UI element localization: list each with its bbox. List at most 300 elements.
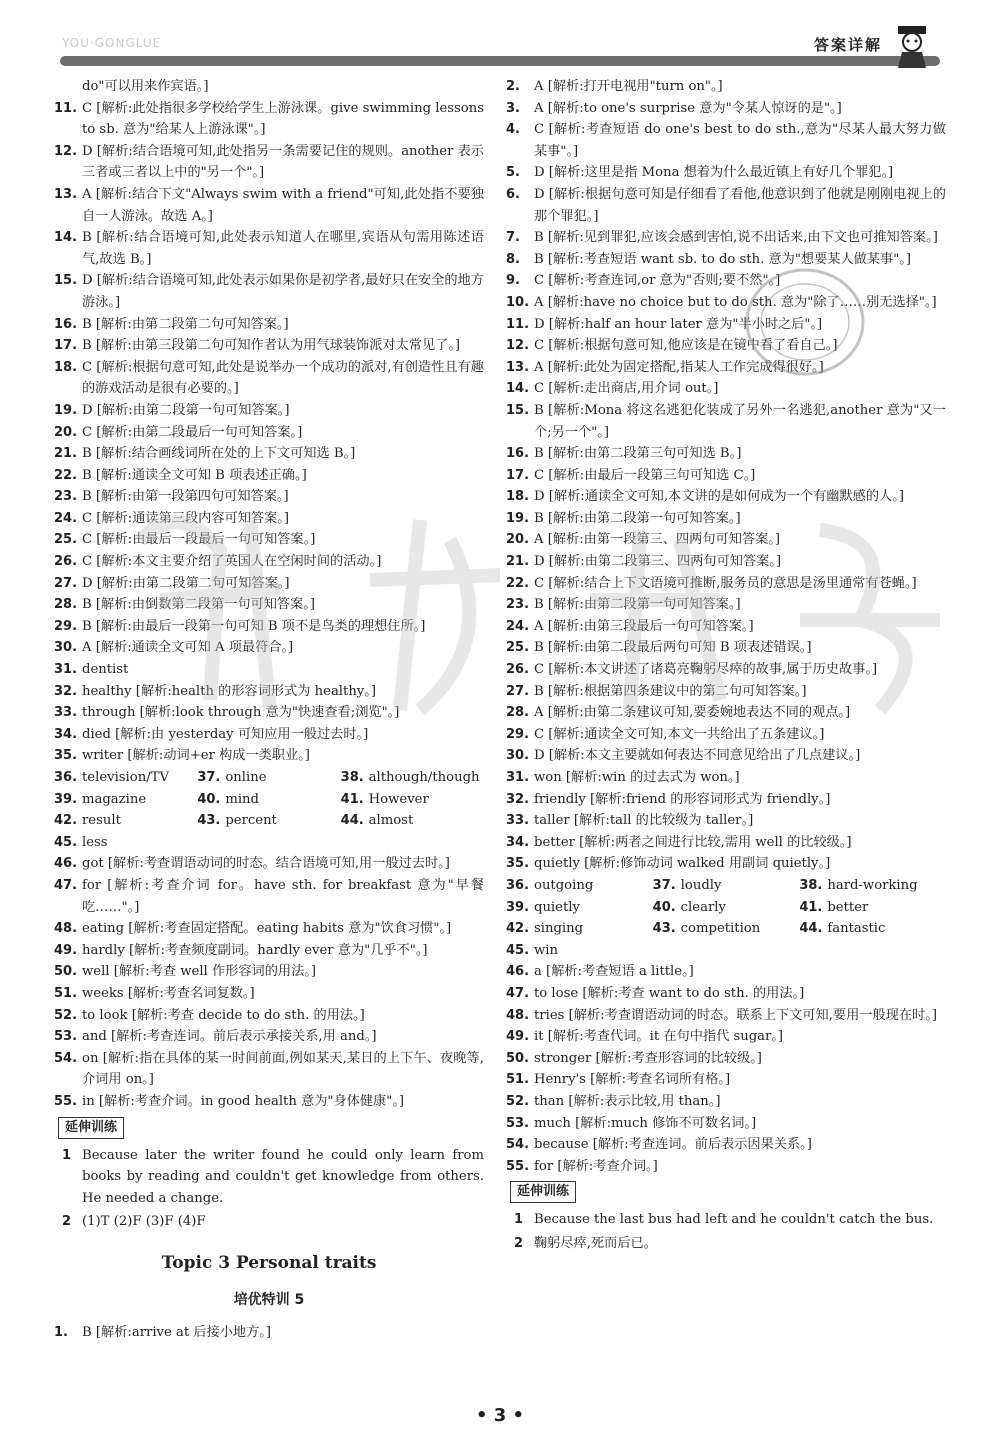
answer-text: A [解析:结合下文"Always swim with a friend"可知,此处指不要独自一人游泳。故选 A。] [82, 186, 484, 224]
answer-number: 46. [54, 856, 78, 872]
answer-number: 47. [54, 877, 78, 893]
answer-item [506, 659, 946, 681]
answer-text: a [解析:考查短语 a little。] [534, 964, 694, 980]
answer-number: 31. [506, 770, 530, 785]
right-column [506, 76, 946, 1254]
answer-text: B [解析:由第一段第四句可知答案。] [82, 489, 289, 505]
answer-item [506, 1233, 946, 1255]
answer-item [506, 357, 946, 379]
answer-text: hardly [解析:考查频度副词。hardly ever 意为"几乎不"。] [82, 942, 428, 958]
answer-number: 29. [506, 726, 530, 742]
answer-item [506, 810, 946, 832]
answer-number: 30. [506, 748, 530, 764]
answer-text: much [解析:much 修饰不可数名词。] [534, 1115, 757, 1131]
answer-text: D [解析:通读全文可知,本文讲的是如何成为一个有幽默感的人。] [534, 489, 904, 505]
answer-number: 16. [506, 446, 530, 462]
answer-number: 6. [506, 186, 520, 202]
answer-number: 43. [652, 921, 676, 937]
answer-item [54, 637, 484, 659]
answer-number: 23. [506, 597, 530, 613]
answer-number: 25. [54, 532, 78, 548]
answer-text: eating [解析:考查固定搭配。eating habits 意为"饮食习惯"。] [82, 921, 452, 937]
grid-cell [653, 897, 800, 919]
answer-text: However [368, 791, 429, 807]
grid-cell [341, 767, 484, 789]
answer-item [54, 529, 484, 551]
grid-cell [54, 767, 197, 789]
answer-text: singing [534, 921, 584, 937]
answer-item [506, 378, 946, 400]
answer-text: almost [368, 813, 414, 829]
answer-number: 30. [54, 640, 78, 656]
answer-number: 13. [54, 186, 78, 202]
answer-text: won [解析:win 的过去式为 won。] [534, 770, 740, 785]
grid-cell [197, 767, 340, 789]
answer-item [54, 616, 484, 638]
answer-number: 31. [54, 662, 78, 678]
grid-cell [54, 789, 197, 811]
answer-text: A [解析:此处为固定搭配,指某人工作完成得很好。] [534, 359, 824, 375]
answer-text: on [解析:指在具体的某一时间前面,例如某天,某日的上下午、夜晚等,介词用 on。] [82, 1050, 484, 1088]
answer-number: 36. [54, 770, 78, 785]
answer-item [506, 789, 946, 811]
answer-text: Because the last bus had left and he couldn't catch the bus. [534, 1212, 934, 1228]
answer-item [54, 443, 484, 465]
answer-number: 53. [54, 1029, 78, 1045]
answer-number: 27. [54, 575, 78, 591]
mascot-icon [892, 22, 932, 70]
answer-number: 1. [54, 1325, 68, 1341]
answer-item [506, 745, 946, 767]
answer-number: 12. [54, 143, 78, 159]
answer-item [506, 508, 946, 530]
answer-text: D [解析:这里是指 Mona 想着为什么最近镇上有好几个罪犯。] [534, 165, 894, 181]
answer-text: C [解析:考查连词,or 意为"否则;要不然"。] [534, 273, 781, 289]
answer-item [54, 853, 484, 875]
answer-item [506, 724, 946, 746]
answer-text: for [解析:考查介词。] [534, 1158, 658, 1174]
answer-number: 14. [54, 230, 78, 246]
answer-item [506, 551, 946, 573]
left-column [54, 76, 484, 1344]
answer-text: result [82, 813, 121, 829]
answer-text: hard-working [827, 877, 918, 893]
answer-text: well [解析:考查 well 作形容词的用法。] [82, 964, 317, 980]
answer-text: Henry's [解析:考查名词所有格。] [534, 1072, 731, 1088]
answer-item [54, 227, 484, 270]
answer-item [506, 465, 946, 487]
answer-text: online [225, 770, 267, 785]
answer-number: 54. [54, 1050, 78, 1066]
answer-number: 34. [54, 726, 78, 742]
answer-number: 37. [652, 877, 676, 893]
grid-cell [653, 875, 800, 897]
answer-number: 3. [506, 100, 520, 116]
answer-text: A [解析:打开电视用"turn on"。] [534, 79, 723, 94]
answer-number: 29. [54, 618, 78, 634]
answer-text: C [解析:根据句意可知,他应该是在镜中看了看自己。] [534, 338, 838, 354]
grid-cell [197, 832, 340, 854]
answer-number: 38. [340, 770, 364, 785]
answer-text: mind [225, 791, 259, 807]
grid-cell [653, 918, 800, 940]
answer-text: got [解析:考查谓语动词的时态。结合语境可知,用一般过去时。] [82, 856, 450, 872]
continued-text: do"可以用来作宾语。] [82, 79, 209, 94]
grid-row [506, 875, 946, 897]
answer-item [506, 162, 946, 184]
grid-cell [341, 789, 484, 811]
answer-number: 12. [506, 338, 530, 354]
answer-number: 50. [506, 1050, 530, 1066]
answer-item [54, 1145, 484, 1210]
answer-number: 1 [62, 1147, 72, 1163]
answer-text: A [解析:由第三段最后一句可知答案。] [534, 618, 754, 634]
answer-text: friendly [解析:friend 的形容词形式为 friendly。] [534, 791, 831, 807]
answer-text: although/though [368, 770, 480, 785]
answer-item [506, 1048, 946, 1070]
answer-number: 18. [54, 359, 78, 375]
answer-item [54, 659, 484, 681]
answer-number: 28. [54, 597, 78, 613]
short-answer-grid [54, 767, 484, 853]
answer-number: 24. [506, 618, 530, 634]
answer-item [54, 465, 484, 487]
answer-text: B [解析:由第二段第二句可知答案。] [82, 316, 289, 332]
answer-text: C [解析:由最后一段第三句可知选 C。] [534, 467, 756, 483]
answer-item [54, 724, 484, 746]
answer-text: B [解析:结合语境可知,此处表示知道人在哪里,宾语从句需用陈述语气,故选 B。] [82, 230, 484, 267]
answer-number: 8. [506, 251, 520, 267]
answer-text: A [解析:通读全文可知 A 项最符合。] [82, 640, 294, 656]
answer-text: than [解析:表示比较,用 than。] [534, 1093, 721, 1109]
answer-text: quietly [解析:修饰动词 walked 用副词 quietly。] [534, 856, 831, 872]
answer-text: B [解析:通读全文可知 B 项表述正确。] [82, 467, 307, 483]
answer-text: to lose [解析:考查 want to do sth. 的用法。] [534, 985, 805, 1001]
answer-text: B [解析:根据第四条建议中的第二句可知答案。] [534, 683, 807, 699]
answer-number: 52. [506, 1093, 530, 1109]
answer-number: 42. [506, 921, 530, 937]
answer-item [54, 1005, 484, 1027]
answer-number: 20. [54, 424, 78, 440]
answer-text: B [解析:由最后一段第一句可知 B 项不是鸟类的理想住所。] [82, 618, 426, 634]
answer-number: 35. [54, 748, 78, 764]
answer-number: 21. [54, 446, 78, 462]
answer-number: 33. [506, 813, 530, 829]
answer-text: in [解析:考查介词。in good health 意为"身体健康"。] [82, 1093, 405, 1109]
answer-number: 22. [506, 575, 530, 591]
answer-text: C [解析:根据句意可知,此处是说举办一个成功的派对,有创造性且有趣的游戏活动是很有必要的。] [82, 359, 484, 397]
extension-training-title: 延伸训练 [510, 1181, 576, 1203]
answer-number: 35. [506, 856, 530, 872]
answer-item [506, 227, 946, 249]
answer-number: 48. [54, 921, 78, 937]
answer-number: 19. [506, 510, 530, 526]
answer-item [506, 681, 946, 703]
answer-item [54, 486, 484, 508]
answer-item [54, 961, 484, 983]
answer-text: competition [680, 921, 761, 937]
answer-text: B [解析:由倒数第二段第一句可知答案。] [82, 597, 316, 613]
answer-number: 45. [506, 942, 530, 958]
answer-text: win [534, 942, 558, 958]
answer-item [54, 1211, 484, 1233]
answer-item [506, 249, 946, 271]
answer-text: C [解析:考查短语 do one's best to do sth.,意为"尽某人最大努力做某事"。] [534, 122, 946, 159]
answer-item [54, 335, 484, 357]
answer-number: 14. [506, 381, 530, 397]
answer-text: D [解析:结合语境可知,此处表示如果你是初学者,最好只在安全的地方游泳。] [82, 273, 484, 310]
answer-item [54, 314, 484, 336]
answer-item [506, 637, 946, 659]
answer-text: D [解析:结合语境可知,此处指另一条需要记住的规则。another 表示三者或三者以上中的"另一个"。] [82, 143, 484, 181]
answer-number: 40. [197, 791, 221, 807]
answer-item [54, 1026, 484, 1048]
answer-item [506, 1209, 946, 1231]
answer-number: 51. [54, 985, 78, 1001]
answer-text: B [解析:结合画线词所在处的上下文可知选 B。] [82, 446, 356, 462]
answer-item [506, 767, 946, 789]
answer-text: taller [解析:tall 的比较级为 taller。] [534, 813, 754, 829]
answer-text: C [解析:本文讲述了诸葛亮鞠躬尽瘁的故事,属于历史故事。] [534, 662, 878, 678]
header-title: 答案详解 [813, 36, 882, 54]
answer-text: because [解析:考查连词。前后表示因果关系。] [534, 1137, 812, 1153]
answer-number: 39. [506, 899, 530, 915]
answer-number: 20. [506, 532, 530, 548]
grid-row [506, 940, 946, 962]
answer-item [54, 98, 484, 141]
answer-text: quietly [534, 899, 580, 915]
answer-item [506, 119, 946, 162]
answer-text: A [解析:由第二条建议可知,要委婉地表达不同的观点。] [534, 705, 851, 721]
answer-number: 10. [506, 294, 530, 310]
answer-item [506, 1113, 946, 1135]
answer-text: B [解析:见到罪犯,应该会感到害怕,说不出话来,由下文也可推知答案。] [534, 230, 938, 246]
answer-number: 18. [506, 489, 530, 505]
answer-text: (1)T (2)F (3)F (4)F [82, 1214, 206, 1230]
answer-number: 38. [799, 877, 823, 893]
answer-number: 47. [506, 985, 530, 1001]
answer-text: less [82, 834, 108, 850]
answer-number: 1 [514, 1212, 524, 1228]
answer-number: 27. [506, 683, 530, 699]
answer-number: 42. [54, 813, 78, 829]
answer-item [54, 184, 484, 227]
answer-item [506, 529, 946, 551]
answer-number: 9. [506, 273, 520, 289]
answer-item [54, 141, 484, 184]
answer-text: A [解析:to one's surprise 意为"令某人惊讶的是"。] [534, 100, 842, 116]
section-subheading: 培优特训 5 [233, 1292, 305, 1309]
answer-number: 49. [506, 1029, 530, 1045]
answer-text: B [解析:考查短语 want sb. to do sth. 意为"想要某人做某事"。] [534, 251, 912, 267]
answer-item [54, 270, 484, 313]
answer-text: B [解析:由第三段第二句可知作者认为用气球装饰派对太常见了。] [82, 338, 461, 354]
answer-item [506, 1134, 946, 1156]
answer-number: 22. [54, 467, 78, 483]
answer-text: television/TV [82, 770, 169, 785]
answer-number: 13. [506, 359, 530, 375]
answer-item [54, 940, 484, 962]
answer-item [506, 961, 946, 983]
answer-text: B [解析:由第二段第一句可知答案。] [534, 510, 741, 526]
answer-item [506, 1091, 946, 1113]
answer-text: B [解析:由第二段最后两句可知 B 项表述错误。] [534, 640, 812, 656]
grid-row [506, 897, 946, 919]
answer-number: 26. [54, 554, 78, 570]
extension-training-title: 延伸训练 [58, 1117, 124, 1139]
grid-cell [341, 832, 484, 854]
answer-item [506, 1156, 946, 1178]
answer-text: fantastic [827, 921, 886, 937]
answer-item [54, 1322, 484, 1344]
grid-cell [54, 832, 197, 854]
answer-item [506, 184, 946, 227]
answer-number: 17. [54, 338, 78, 354]
answer-text: C [解析:结合上下文语境可推断,服务员的意思是汤里通常有苍蝇。] [534, 575, 917, 591]
answer-item [506, 98, 946, 120]
answer-number: 50. [54, 964, 78, 980]
answer-text: percent [225, 813, 277, 829]
answer-text: D [解析:根据句意可知是仔细看了看他,他意识到了他就是刚刚电视上的那个罪犯。] [534, 186, 946, 224]
answer-number: 34. [506, 834, 530, 850]
answer-item [506, 76, 946, 98]
answer-text: B [解析:arrive at 后接小地方。] [82, 1325, 272, 1341]
answer-text: weeks [解析:考查名词复数。] [82, 985, 255, 1001]
answer-item [54, 1048, 484, 1091]
grid-cell [506, 918, 653, 940]
answer-item [54, 1091, 484, 1113]
answer-item [54, 918, 484, 940]
answer-text: stronger [解析:考查形容词的比较级。] [534, 1050, 762, 1066]
answer-item [506, 1005, 946, 1027]
answer-number: 15. [506, 402, 530, 418]
answer-number: 41. [799, 899, 823, 915]
answer-number: 41. [340, 791, 364, 807]
answer-text: magazine [82, 791, 147, 807]
answer-item [54, 594, 484, 616]
answer-text: D [解析:本文主要就如何表达不同意见给出了几点建议。] [534, 748, 861, 764]
answer-number: 17. [506, 467, 530, 483]
answer-item [54, 422, 484, 444]
answer-number: 21. [506, 554, 530, 570]
answer-text: better [解析:两者之间进行比较,需用 well 的比较级。] [534, 834, 852, 850]
answer-text: A [解析:由第一段第三、四两句可知答案。] [534, 532, 781, 548]
grid-row [54, 767, 484, 789]
answer-number: 2 [514, 1235, 524, 1251]
answer-text: A [解析:have no choice but to do sth. 意为"除了……别无选择"。] [534, 294, 937, 310]
answer-item [54, 400, 484, 422]
answer-text: died [解析:由 yesterday 可知应用一般过去时。] [82, 726, 369, 742]
topic-heading: Topic 3 Personal traits [161, 1252, 377, 1273]
answer-number: 46. [506, 964, 530, 980]
answer-text: C [解析:走出商店,用介词 out。] [534, 381, 719, 397]
answer-number: 53. [506, 1115, 530, 1131]
answer-text: C [解析:此处指很多学校给学生上游泳课。give swimming lessons to sb. 意为"给某人上游泳课"。] [82, 100, 484, 138]
answer-number: 39. [54, 791, 78, 807]
answer-text: healthy [解析:health 的形容词形式为 healthy。] [82, 683, 376, 699]
grid-row [54, 789, 484, 811]
short-answer-grid [506, 875, 946, 961]
answer-number: 11. [54, 100, 78, 116]
answer-item [54, 745, 484, 767]
answer-number: 48. [506, 1007, 530, 1023]
answer-item [54, 551, 484, 573]
answer-item [506, 1069, 946, 1091]
answer-item [54, 573, 484, 595]
answer-text: for [解析:考查介词 for。have sth. for breakfast 意为"早餐吃……"。] [82, 877, 484, 915]
answer-number: 23. [54, 489, 78, 505]
answer-number: 7. [506, 230, 520, 246]
answer-text: 鞠躬尽瘁,死而后已。 [534, 1235, 657, 1251]
answer-item [506, 443, 946, 465]
answer-text: C [解析:通读第三段内容可知答案。] [82, 510, 290, 526]
answer-item [506, 314, 946, 336]
grid-cell [799, 875, 946, 897]
answer-number: 45. [54, 834, 78, 850]
answer-item [54, 508, 484, 530]
answer-text: D [解析:由第二段第二句可知答案。] [82, 575, 290, 591]
answer-text: tries [解析:考查谓语动词的时态。联系上下文可知,要用一般现在时。] [534, 1007, 937, 1023]
answer-text: to look [解析:考查 decide to do sth. 的用法。] [82, 1007, 365, 1023]
answer-item [506, 573, 946, 595]
answer-item [506, 983, 946, 1005]
answer-number: 36. [506, 877, 530, 893]
answer-item [54, 983, 484, 1005]
answer-item [54, 875, 484, 918]
answer-item [506, 486, 946, 508]
answer-number: 54. [506, 1137, 530, 1153]
answer-item [506, 292, 946, 314]
grid-cell [653, 940, 800, 962]
answer-number: 40. [652, 899, 676, 915]
answer-item [54, 357, 484, 400]
answer-item [506, 616, 946, 638]
grid-cell [799, 940, 946, 962]
answer-number: 25. [506, 640, 530, 656]
answer-text: B [解析:由第二段第三句可知选 B。] [534, 446, 742, 462]
answer-number: 32. [506, 791, 530, 807]
answer-text: clearly [680, 899, 726, 915]
answer-text: dentist [82, 662, 129, 678]
answer-item [506, 702, 946, 724]
answer-item [506, 400, 946, 443]
answer-text: D [解析:half an hour later 意为"半小时之后"。] [534, 316, 823, 332]
answer-text: and [解析:考查连词。前后表示承接关系,用 and。] [82, 1029, 377, 1045]
answer-item [506, 832, 946, 854]
answer-item [54, 702, 484, 724]
answer-number: 55. [506, 1158, 530, 1174]
grid-cell [799, 918, 946, 940]
answer-number: 2. [506, 79, 520, 94]
grid-cell [54, 810, 197, 832]
answer-text: B [解析:由第二段第一句可知答案。] [534, 597, 741, 613]
answer-text: writer [解析:动词+er 构成一类职业。] [82, 748, 310, 764]
answer-text: through [解析:look through 意为"快速查看;浏览"。] [82, 705, 400, 721]
answer-text: C [解析:本文主要介绍了英国人在空闲时间的活动。] [82, 554, 382, 570]
grid-row [54, 832, 484, 854]
answer-text: C [解析:通读全文可知,本文一共给出了五条建议。] [534, 726, 825, 742]
answer-number: 49. [54, 942, 78, 958]
answer-number: 26. [506, 662, 530, 678]
answer-text: it [解析:考查代词。it 在句中指代 sugar。] [534, 1029, 784, 1045]
answer-number: 2 [62, 1214, 72, 1230]
answer-number: 19. [54, 402, 78, 418]
answer-item [506, 1026, 946, 1048]
answer-number: 52. [54, 1007, 78, 1023]
answer-number: 11. [506, 316, 530, 332]
answer-number: 43. [197, 813, 221, 829]
answer-item [506, 853, 946, 875]
